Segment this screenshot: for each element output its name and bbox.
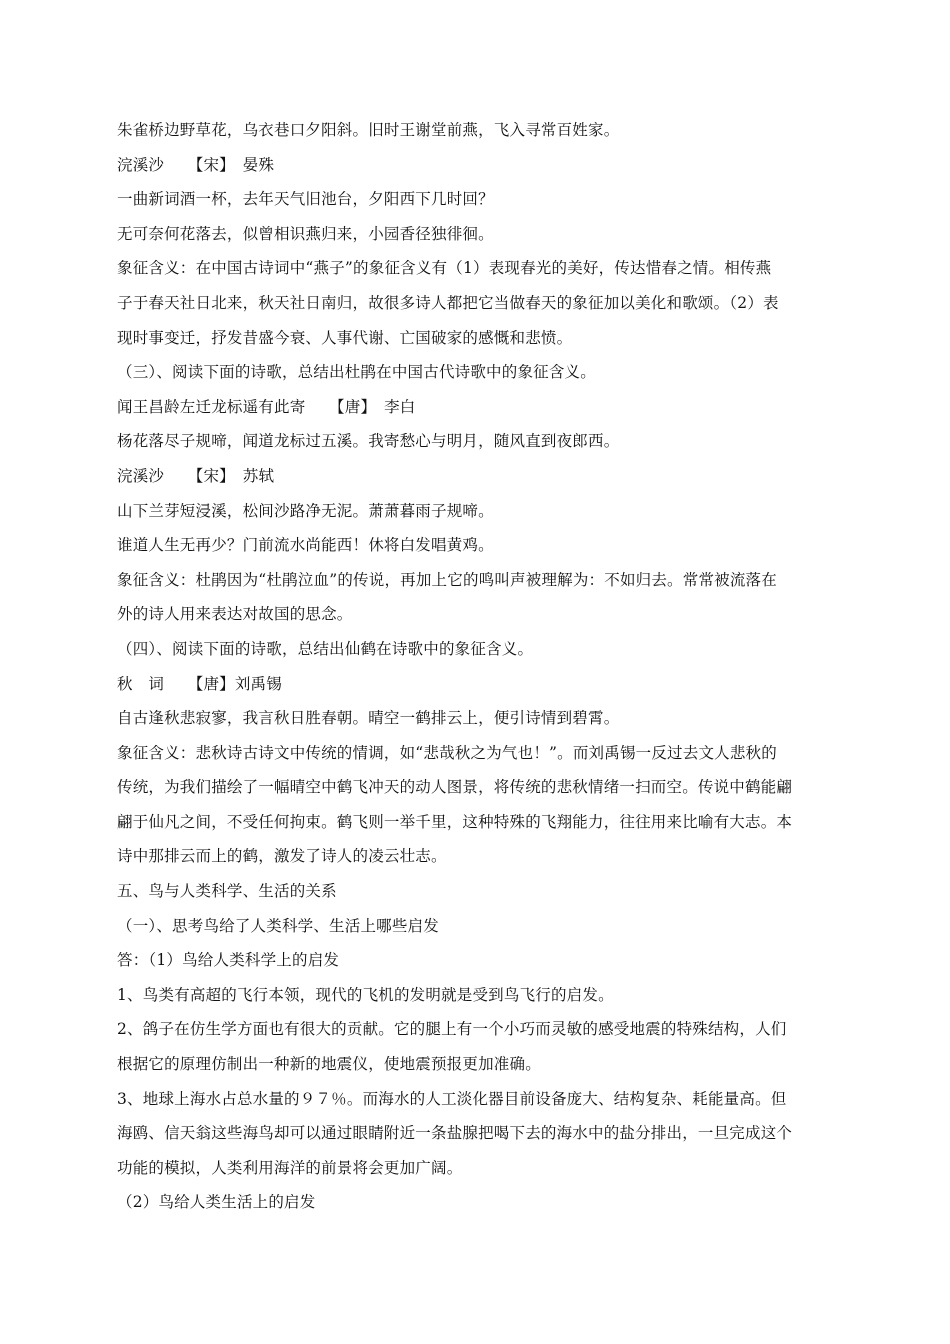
poem-line: 自古逢秋悲寂寥，我言秋日胜春朝。晴空一鹤排云上，便引诗情到碧霄。	[117, 709, 620, 728]
symbolism-paragraph-line: 象征含义：杜鹃因为“杜鹃泣血”的传说，再加上它的鸣叫声被理解为：不如归去。常常被流落在	[117, 570, 777, 589]
section-heading: （一）、思考鸟给了人类科学、生活上哪些启发	[117, 916, 439, 935]
poem-title: 秋 词 【唐】刘禹锡	[117, 674, 282, 693]
answer-heading: （2）鸟给人类生活上的启发	[117, 1193, 316, 1212]
symbolism-paragraph-line: 现时事变迁，抒发昔盛今衰、人事代谢、亡国破家的感慨和悲愤。	[117, 328, 573, 347]
answer-paragraph-line: 2、鸽子在仿生学方面也有很大的贡献。它的腿上有一个小巧而灵敏的感受地震的特殊结构，人们	[117, 1020, 787, 1039]
symbolism-paragraph-line: 传统，为我们描绘了一幅晴空中鹤飞冲天的动人图景，将传统的悲秋情绪一扫而空。传说中鹤能翩	[117, 778, 793, 797]
answer-heading: 答：（1）鸟给人类科学上的启发	[117, 951, 340, 970]
answer-paragraph-line: 根据它的原理仿制出一种新的地震仪，使地震预报更加准确。	[117, 1055, 541, 1074]
symbolism-paragraph-line: 象征含义：悲秋诗古诗文中传统的情调，如“悲哉秋之为气也！”。而刘禹锡一反过去文人悲秋的	[117, 743, 777, 762]
answer-paragraph-line: 3、地球上海水占总水量的９７％。而海水的人工淡化器目前设备庞大、结构复杂、耗能量高。但	[117, 1089, 787, 1108]
poem-line: 一曲新词酒一杯，去年天气旧池台，夕阳西下几时回？	[117, 190, 494, 209]
poem-line: 谁道人生无再少？门前流水尚能西！休将白发唱黄鸡。	[117, 536, 494, 555]
poem-title: 浣溪沙 【宋】 苏轼	[117, 466, 275, 485]
poem-line: 杨花落尽子规啼，闻道龙标过五溪。我寄愁心与明月，随风直到夜郎西。	[117, 432, 620, 451]
chapter-heading: 五、鸟与人类科学、生活的关系	[117, 882, 337, 901]
symbolism-paragraph-line: 外的诗人用来表达对故国的思念。	[117, 605, 353, 624]
symbolism-paragraph-line: 象征含义：在中国古诗词中“燕子”的象征含义有（1）表现春光的美好，传达惜春之情。相传燕	[117, 259, 772, 278]
poem-line: 无可奈何花落去，似曾相识燕归来，小园香径独徘徊。	[117, 224, 494, 243]
answer-paragraph-line: 功能的模拟，人类利用海洋的前景将会更加广阔。	[117, 1158, 463, 1177]
poem-line: 朱雀桥边野草花，乌衣巷口夕阳斜。旧时王谢堂前燕，飞入寻常百姓家。	[117, 121, 620, 139]
document-body	[117, 113, 837, 1220]
answer-paragraph-line: 海鸥、信天翁这些海鸟却可以通过眼睛附近一条盐腺把喝下去的海水中的盐分排出，一旦完成这个	[117, 1124, 793, 1143]
section-heading: （三）、阅读下面的诗歌，总结出杜鹃在中国古代诗歌中的象征含义。	[117, 363, 596, 382]
symbolism-paragraph-line: 翩于仙凡之间，不受任何拘束。鹤飞则一举千里，这种特殊的飞翔能力，往往用来比喻有大志。本	[117, 812, 793, 831]
section-heading: （四）、阅读下面的诗歌，总结出仙鹤在诗歌中的象征含义。	[117, 639, 534, 658]
poem-title: 浣溪沙 【宋】 晏殊	[117, 155, 275, 174]
poem-line: 山下兰芽短浸溪，松间沙路净无泥。萧萧暮雨子规啼。	[117, 501, 494, 520]
symbolism-paragraph-line: 诗中那排云而上的鹤，激发了诗人的凌云壮志。	[117, 847, 447, 866]
poem-title: 闻王昌龄左迁龙标遥有此寄 【唐】 李白	[117, 397, 416, 416]
symbolism-paragraph-line: 子于春天社日北来，秋天社日南归，故很多诗人都把它当做春天的象征加以美化和歌颂。（2）表	[117, 293, 779, 312]
answer-paragraph-line: 1、鸟类有高超的飞行本领，现代的飞机的发明就是受到鸟飞行的启发。	[117, 985, 614, 1004]
